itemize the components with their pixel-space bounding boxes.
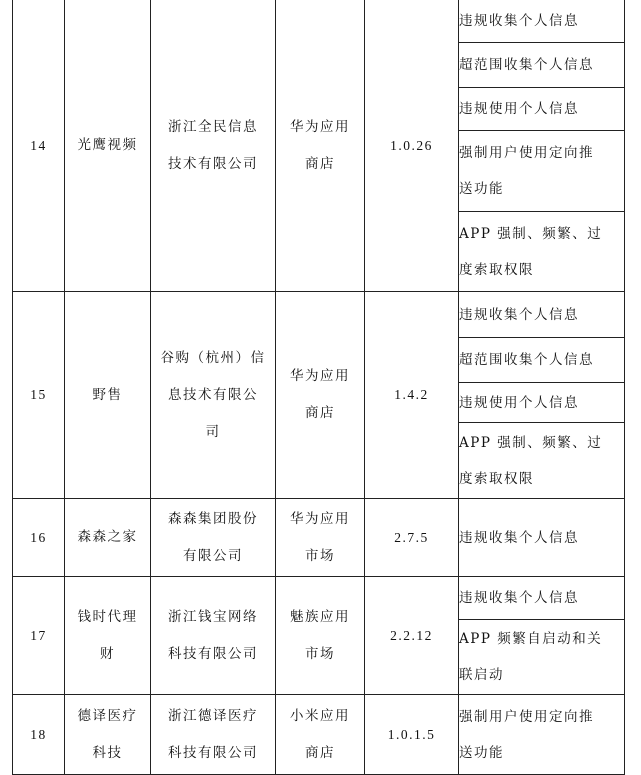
table-row [13,577,625,620]
app-name: 野售 [65,292,151,499]
row-number: 18 [13,695,65,775]
violation-item: 违规使用个人信息 [459,383,625,423]
app-name: 德译医疗 科技 [65,695,151,775]
violation-item: 超范围收集个人信息 [459,338,625,383]
row-number: 16 [13,499,65,577]
violation-item: APP 频繁自启动和关 联启动 [459,620,625,695]
table-row [13,0,625,43]
app-version: 1.0.26 [365,0,459,292]
app-version: 2.2.12 [365,577,459,695]
company-name: 浙江全民信息 技术有限公司 [151,0,276,292]
app-violation-table [12,0,625,775]
violation-item: APP 强制、频繁、过 度索取权限 [459,423,625,499]
company-name: 浙江钱宝网络 科技有限公司 [151,577,276,695]
violation-item: 违规使用个人信息 [459,88,625,131]
violation-item: 违规收集个人信息 [459,0,625,43]
app-store: 华为应用 商店 [276,0,365,292]
app-store: 华为应用 市场 [276,499,365,577]
company-name: 谷购（杭州）信 息技术有限公 司 [151,292,276,499]
violation-item: 强制用户使用定向推 送功能 [459,695,625,775]
app-version: 2.7.5 [365,499,459,577]
app-store: 魅族应用 市场 [276,577,365,695]
row-number: 15 [13,292,65,499]
app-version: 1.4.2 [365,292,459,499]
row-number: 14 [13,0,65,292]
violation-item: APP 强制、频繁、过 度索取权限 [459,212,625,292]
violation-item: 强制用户使用定向推 送功能 [459,131,625,212]
app-name: 森森之家 [65,499,151,577]
app-name: 钱时代理 财 [65,577,151,695]
table-row [13,695,625,775]
violation-item: 超范围收集个人信息 [459,43,625,88]
company-name: 森森集团股份 有限公司 [151,499,276,577]
violation-item: 违规收集个人信息 [459,499,625,577]
table-row [13,499,625,577]
company-name: 浙江德译医疗 科技有限公司 [151,695,276,775]
row-number: 17 [13,577,65,695]
app-version: 1.0.1.5 [365,695,459,775]
app-name: 光鹰视频 [65,0,151,292]
app-store: 华为应用 商店 [276,292,365,499]
app-store: 小米应用 商店 [276,695,365,775]
violation-item: 违规收集个人信息 [459,577,625,620]
table-row [13,292,625,338]
violation-item: 违规收集个人信息 [459,292,625,338]
